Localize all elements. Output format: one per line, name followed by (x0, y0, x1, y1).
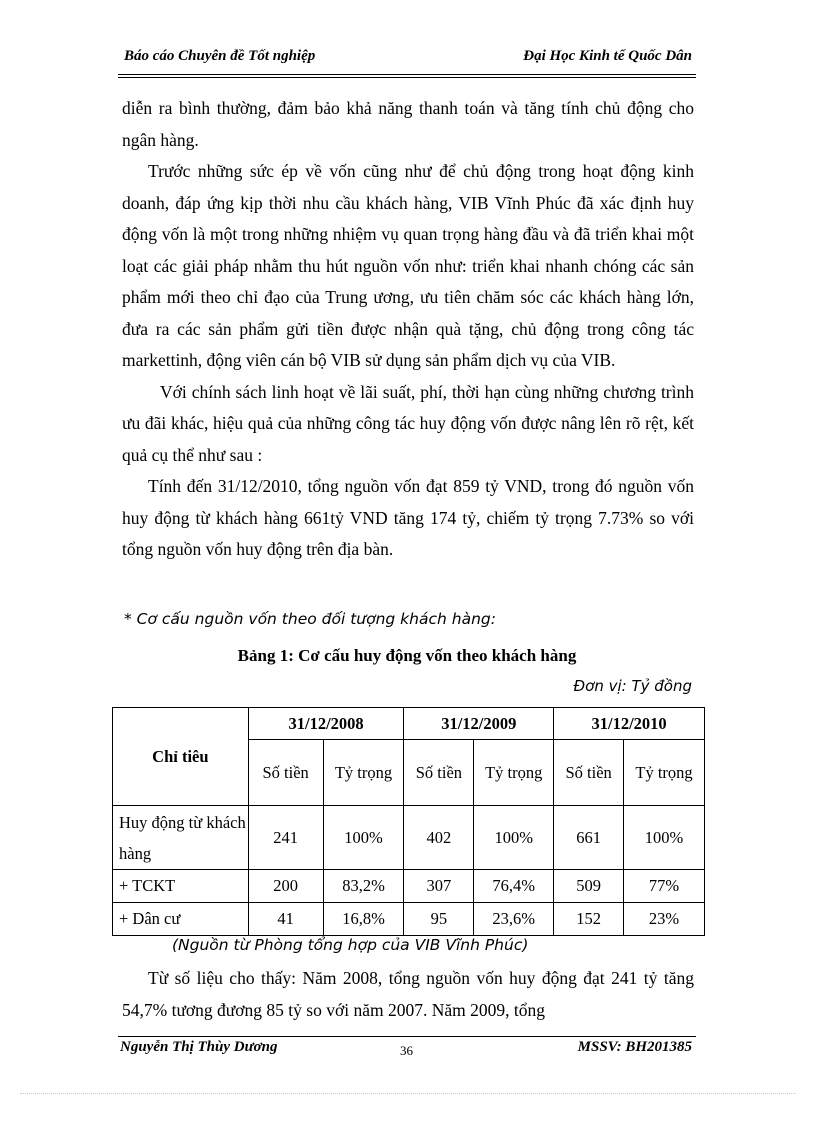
sub-header-share: Tỷ trọng (474, 740, 554, 806)
table-cell: 77% (624, 870, 705, 903)
sub-header-amount: Số tiền (248, 740, 323, 806)
table-cell: 41 (248, 903, 323, 936)
table-title: Bảng 1: Cơ cấu huy động vốn theo khách hàng (237, 646, 577, 665)
table-cell: 16,8% (323, 903, 404, 936)
year-header-2009: 31/12/2009 (404, 708, 554, 740)
table-unit: Đơn vị: Tỷ đồng (573, 677, 692, 695)
closing-paragraph: Từ số liệu cho thấy: Năm 2008, tổng nguồn vốn huy động đạt 241 tỷ tăng 54,7% tương đương 85 tỷ so với năm 2007. Năm 2009, tổng (122, 968, 694, 1020)
page-header (120, 48, 694, 72)
table-cell: 509 (554, 870, 624, 903)
header-report-title: Báo cáo Chuyên đề Tốt nghiệp (124, 48, 316, 64)
table-cell: 100% (323, 806, 404, 870)
page-break-line (20, 1093, 796, 1094)
paragraph-continuation: diễn ra bình thường, đảm bảo khả năng thanh toán và tăng tính chủ động cho ngân hàng. (122, 98, 694, 150)
table-cell: 307 (404, 870, 474, 903)
paragraph-solutions: Trước những sức ép về vốn cũng như để chủ động trong hoạt động kinh doanh, đáp ứng kịp thời nhu cầu khách hàng, VIB Vĩnh Phúc đã xác định huy động vốn là một trong những nhiệm vụ quan trọng hàng đầu và đã triển khai một loạt các giải pháp nhằm thu hút nguồn vốn như: triển khai nhanh chóng các sản phẩm mới theo chỉ đạo của Trung ương, ưu tiên chăm sóc các khách hàng lớn, đưa ra các sản phẩm gửi tiền được nhận quà tặng, chủ động trong công tác markettinh, động viên cán bộ VIB sử dụng sản phẩm dịch vụ của VIB. (122, 161, 694, 370)
paragraph-policy: Với chính sách linh hoạt về lãi suất, phí, thời hạn cùng những chương trình ưu đãi khác, hiệu quả của những công tác huy động vốn được nâng lên rõ rệt, kết quả cụ thể như sau : (122, 381, 694, 465)
sub-header-share: Tỷ trọng (323, 740, 404, 806)
header-university: Đại Học Kinh tế Quốc Dân (523, 48, 692, 64)
table-row (113, 806, 705, 870)
row-label: Huy động từ khách hàng (113, 806, 249, 870)
table-source: (Nguồn từ Phòng tổng hợp của VIB Vĩnh Phúc) (172, 936, 529, 954)
footer-rule (118, 1036, 696, 1037)
table-row (113, 870, 705, 903)
table-cell: 100% (474, 806, 554, 870)
page-footer (120, 1039, 694, 1061)
row-label: + Dân cư (113, 903, 249, 936)
header-rule (118, 74, 696, 78)
sub-header-amount: Số tiền (554, 740, 624, 806)
section-note: * Cơ cấu nguồn vốn theo đối tượng khách hàng: (124, 610, 496, 628)
indicator-header: Chỉ tiêu (113, 708, 249, 806)
table-cell: 152 (554, 903, 624, 936)
page-number: 36 (400, 1043, 413, 1058)
sub-header-share: Tỷ trọng (624, 740, 705, 806)
table-cell: 100% (624, 806, 705, 870)
paragraph-results: Tính đến 31/12/2010, tổng nguồn vốn đạt 859 tỷ VND, trong đó nguồn vốn huy động từ khách hàng 661tỷ VND tăng 174 tỷ, chiếm tỷ trọng 7.73% so với tổng nguồn vốn huy động trên địa bàn. (122, 476, 694, 559)
year-header-2008: 31/12/2008 (248, 708, 404, 740)
table-cell: 76,4% (474, 870, 554, 903)
table-cell: 23% (624, 903, 705, 936)
footer-student-id: MSSV: BH201385 (577, 1039, 692, 1055)
table-cell: 402 (404, 806, 474, 870)
year-header-2010: 31/12/2010 (554, 708, 705, 740)
capital-structure-table (112, 707, 705, 936)
table-cell: 661 (554, 806, 624, 870)
table-row (113, 903, 705, 936)
table-cell: 95 (404, 903, 474, 936)
footer-author: Nguyễn Thị Thùy Dương (120, 1039, 278, 1055)
sub-header-amount: Số tiền (404, 740, 474, 806)
row-label: + TCKT (113, 870, 249, 903)
table-cell: 241 (248, 806, 323, 870)
table-cell: 200 (248, 870, 323, 903)
body-text-upper (122, 93, 694, 566)
table-cell: 83,2% (323, 870, 404, 903)
table-cell: 23,6% (474, 903, 554, 936)
